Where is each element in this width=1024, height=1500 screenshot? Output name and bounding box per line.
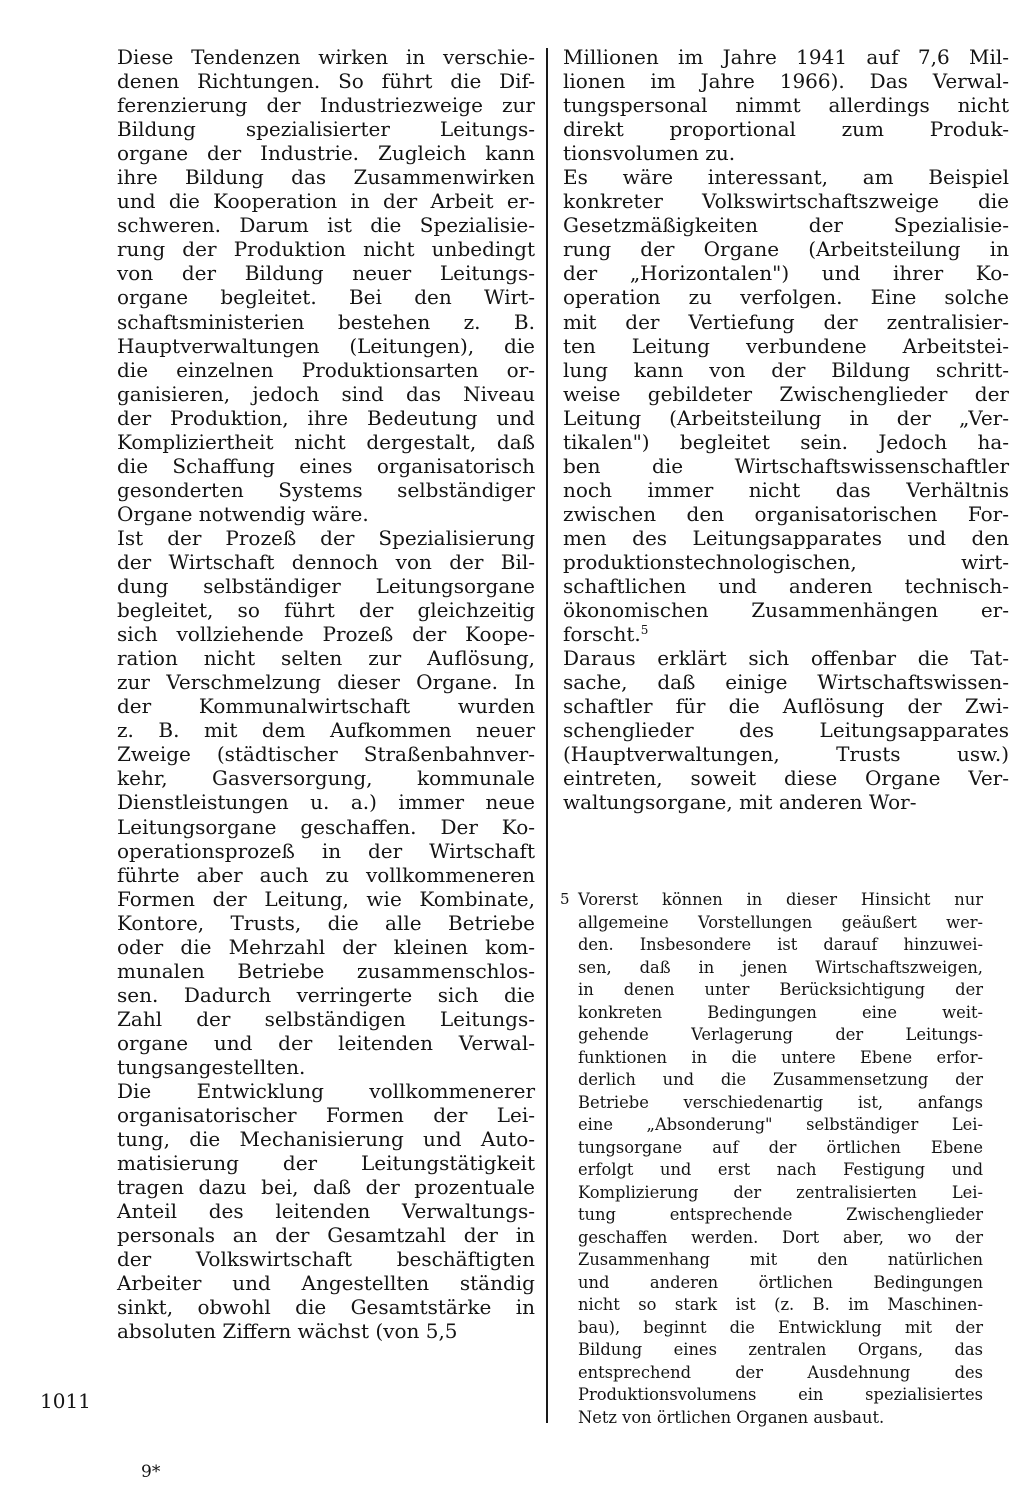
footnote-line: funktionen in die untere Ebene erfor-	[578, 1047, 983, 1067]
footnote-marker: 5	[560, 890, 570, 908]
text-line: begleitet, so führt der gleichzeitig	[117, 598, 535, 623]
text-line: waltungsorgane, mit anderen Wor-	[563, 790, 917, 815]
text-line: gesonderten Systems selbständiger	[117, 477, 535, 502]
text-line: Anteil des leitenden Verwaltungs-	[117, 1199, 535, 1224]
text-line: dung selbständiger Leitungsorgane	[117, 574, 535, 599]
text-line: Kontore, Trusts, die alle Betriebe	[117, 910, 535, 935]
text-line: ration nicht selten zur Auflösung,	[117, 646, 535, 671]
signature-mark: 9*	[141, 1462, 161, 1482]
text-line: Formen der Leitung, wie Kombinate,	[117, 886, 535, 911]
paragraph	[117, 45, 535, 526]
text-line: personals an der Gesamtzahl der in	[117, 1223, 535, 1248]
footnote-line: sen, daß in jenen Wirtschaftszweigen,	[578, 957, 983, 977]
text-line: sinkt, obwohl die Gesamtstärke in	[117, 1295, 535, 1320]
footnote-line: Zusammenhang mit den natürlichen	[578, 1250, 983, 1269]
paragraph	[563, 165, 1009, 646]
text-line: sen. Dadurch verringerte sich die	[117, 982, 535, 1007]
text-line: tragen dazu bei, daß der prozentuale	[117, 1175, 535, 1200]
text-line: ökonomischen Zusammenhängen er-	[563, 598, 1009, 623]
text-line: ihre Bildung das Zusammenwirken	[117, 165, 535, 190]
text-line: operationsprozeß in der Wirtschaft	[117, 838, 535, 863]
footnote-line: und anderen örtlichen Bedingungen	[578, 1272, 983, 1292]
text-line: men des Leitungsapparates und den	[563, 525, 1009, 550]
text-line: rung der Organe (Arbeitsteilung in	[563, 237, 1009, 262]
footnote-line: Vorerst können in dieser Hinsicht nur	[578, 890, 983, 909]
text-line: Leitungsorgane geschaffen. Der Ko-	[117, 814, 535, 839]
text-line: organe begleitet. Bei den Wirt-	[117, 285, 535, 310]
text-line: oder die Mehrzahl der kleinen kom-	[117, 934, 535, 959]
text-line: tungspersonal nimmt allerdings nicht	[563, 93, 1009, 118]
footnote-line: Netz von örtlichen Organen ausbaut.	[578, 1407, 885, 1427]
footnote-text	[578, 889, 983, 1429]
text-line: die einzelnen Produktionsarten or-	[117, 357, 535, 382]
text-line: lionen im Jahre 1966). Das Verwal-	[563, 69, 1009, 94]
text-line: schaftler für die Auflösung der Zwi-	[563, 694, 1009, 719]
footnote-line: Bildung eines zentralen Organs, das	[578, 1340, 983, 1359]
text-line: organisatorischer Formen der Lei-	[117, 1103, 535, 1128]
footnote-line: erfolgt und erst nach Festigung und	[578, 1160, 983, 1179]
text-line: der „Horizontalen") und ihrer Ko-	[563, 261, 1009, 286]
text-line: Bildung spezialisierter Leitungs-	[117, 117, 535, 142]
text-line: sich vollziehende Prozeß der Koope-	[117, 622, 535, 647]
text-line: ganisieren, jedoch sind das Niveau	[117, 381, 535, 406]
footnote-line: tung entsprechende Zwischenglieder	[578, 1205, 983, 1224]
text-line: tikalen") begleitet sein. Jedoch ha-	[563, 429, 1009, 454]
text-line: organe und der leitenden Verwal-	[117, 1030, 535, 1055]
footnote-line: derlich und die Zusammensetzung der	[578, 1070, 983, 1089]
footnote-line: allgemeine Vorstellungen geäußert wer-	[578, 912, 983, 932]
text-line: rung der Produktion nicht unbedingt	[117, 237, 535, 262]
text-line: Hauptverwaltungen (Leitungen), die	[117, 333, 535, 358]
footnote-line: Produktionsvolumens ein spezialisiertes	[578, 1385, 983, 1404]
text-line: Arbeiter und Angestellten ständig	[117, 1271, 535, 1296]
text-line: der Volkswirtschaft beschäftigten	[117, 1247, 535, 1272]
footnote-line: konkreten Bedingungen eine weit-	[578, 1002, 983, 1022]
footnote-line: Betriebe verschiedenartig ist, anfangs	[578, 1092, 983, 1112]
footnote-line: bau), beginnt die Entwicklung mit der	[578, 1317, 983, 1337]
text-line: schweren. Darum ist die Spezialisie-	[117, 213, 535, 238]
text-line: Ist der Prozeß der Spezialisierung	[117, 525, 535, 550]
text-line: Millionen im Jahre 1941 auf 7,6 Mil-	[563, 45, 1009, 69]
text-line: Leitung (Arbeitsteilung in der „Ver-	[563, 405, 1009, 430]
text-line: mit der Vertiefung der zentralisier-	[563, 309, 1009, 334]
text-line: Organe notwendig wäre.	[117, 501, 369, 526]
text-line: von der Bildung neuer Leitungs-	[117, 261, 535, 286]
footnote-line: gehende Verlagerung der Leitungs-	[578, 1025, 983, 1044]
footnote-line: entsprechend der Ausdehnung des	[578, 1362, 983, 1382]
paragraph	[117, 1079, 535, 1344]
text-line: Diese Tendenzen wirken in verschie-	[117, 45, 535, 69]
footnote-line: geschaffen werden. Dort aber, wo der	[578, 1227, 983, 1247]
text-line: der Produktion, ihre Bedeutung und	[117, 405, 535, 430]
text-line: eintreten, soweit diese Organe Ver-	[563, 766, 1009, 791]
text-line: organe der Industrie. Zugleich kann	[117, 141, 535, 166]
text-line: Die Entwicklung vollkommenerer	[117, 1079, 535, 1104]
text-line: schaftlichen und anderen technisch-	[563, 574, 1009, 599]
footnote-reference: 5	[640, 623, 649, 638]
text-line: ben die Wirtschaftswissenschaftler	[563, 453, 1009, 478]
text-line: und die Kooperation in der Arbeit er-	[117, 189, 535, 214]
text-line: tionsvolumen zu.	[563, 141, 736, 166]
column-divider	[546, 48, 548, 1423]
paragraph	[563, 45, 1009, 165]
left-text-column	[117, 45, 535, 1344]
text-line: (Hauptverwaltungen, Trusts usw.)	[563, 742, 1009, 767]
footnote-line: den. Insbesondere ist darauf hinzuwei-	[578, 935, 983, 954]
page-number: 1011	[40, 1389, 91, 1413]
text-line: führte aber auch zu vollkommeneren	[117, 862, 535, 887]
text-line: Gesetzmäßigkeiten der Spezialisie-	[563, 213, 1009, 238]
text-line: schenglieder des Leitungsapparates	[563, 718, 1009, 743]
paragraph	[563, 646, 1009, 814]
text-line: lung kann von der Bildung schritt-	[563, 357, 1009, 382]
footnote	[560, 889, 983, 1429]
text-line: direkt proportional zum Produk-	[563, 117, 1009, 142]
text-line: absoluten Ziffern wächst (von 5,5	[117, 1319, 458, 1344]
text-line: produktionstechnologischen, wirt-	[563, 549, 1009, 574]
text-line: forscht.$^5$	[563, 622, 649, 647]
footnote-line: tungsorgane auf der örtlichen Ebene	[578, 1137, 983, 1157]
text-line: Daraus erklärt sich offenbar die Tat-	[563, 646, 1009, 671]
text-line: munalen Betriebe zusammenschlos-	[117, 958, 535, 983]
text-line: z. B. mit dem Aufkommen neuer	[117, 718, 535, 743]
text-line: der Wirtschaft dennoch von der Bil-	[117, 549, 535, 574]
text-line: konkreter Volkswirtschaftszweige die	[563, 189, 1009, 214]
text-line: kehr, Gasversorgung, kommunale	[117, 766, 535, 791]
text-line: die Schaffung eines organisatorisch	[117, 453, 535, 478]
text-line: der Kommunalwirtschaft wurden	[117, 694, 535, 719]
footnote-line: in denen unter Berücksichtigung der	[578, 980, 983, 999]
text-line: ferenzierung der Industriezweige zur	[117, 93, 535, 118]
text-line: tung, die Mechanisierung und Auto-	[117, 1127, 535, 1152]
text-line: sache, daß einige Wirtschaftswissen-	[563, 670, 1009, 695]
text-line: zwischen den organisatorischen For-	[563, 501, 1009, 526]
footnote-line: Komplizierung der zentralisierten Lei-	[578, 1182, 983, 1202]
right-text-column	[563, 45, 1009, 815]
text-line: weise gebildeter Zwischenglieder der	[563, 381, 1009, 406]
paragraph	[117, 526, 535, 1079]
text-line: zur Verschmelzung dieser Organe. In	[117, 670, 535, 695]
text-line: matisierung der Leitungstätigkeit	[117, 1151, 535, 1176]
text-line: Kompliziertheit nicht dergestalt, daß	[117, 429, 535, 454]
text-line: noch immer nicht das Verhältnis	[563, 477, 1009, 502]
text-line: tungsangestellten.	[117, 1054, 306, 1079]
text-line: Dienstleistungen u. a.) immer neue	[117, 790, 535, 815]
text-line: schaftsministerien bestehen z. B.	[117, 309, 535, 334]
text-line: Zweige (städtischer Straßenbahnver-	[117, 742, 535, 767]
text-line: denen Richtungen. So führt die Dif-	[117, 69, 535, 94]
text-line: Es wäre interessant, am Beispiel	[563, 165, 1009, 190]
text-line: Zahl der selbständigen Leitungs-	[117, 1006, 535, 1031]
text-line: operation zu verfolgen. Eine solche	[563, 285, 1009, 310]
footnote-line: nicht so stark ist (z. B. im Maschinen-	[578, 1295, 983, 1314]
text-line: ten Leitung verbundene Arbeitstei-	[563, 333, 1009, 358]
footnote-line: eine „Absonderung" selbständiger Lei-	[578, 1115, 983, 1134]
